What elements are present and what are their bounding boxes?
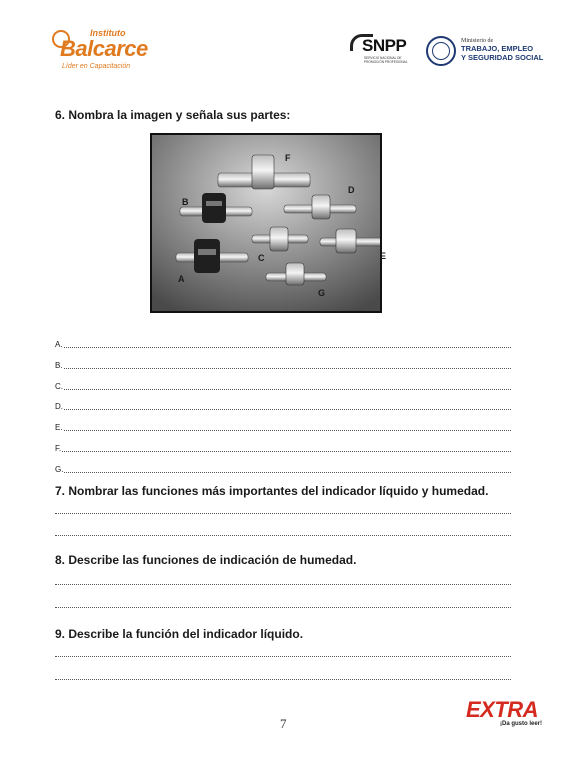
ministry-logo: Ministerio de TRABAJO, EMPLEO Y SEGURIDAD SOCIAL: [461, 38, 544, 62]
question-9-title: 9. Describe la función del indicador líquido.: [55, 627, 304, 641]
photo-label-e: E: [380, 251, 387, 261]
answer-line-q9-2[interactable]: [55, 679, 511, 680]
government-seal-icon: [426, 36, 456, 66]
page-number: 7: [280, 716, 287, 731]
question-7-title: 7. Nombrar las funciones más importantes del indicador líquido y humedad.: [55, 484, 489, 498]
balcarce-logo: Instituto Balcarce Líder en Capacitación: [52, 28, 152, 76]
photo-label-d: D: [348, 185, 355, 195]
answer-line-f[interactable]: F.: [55, 441, 511, 453]
photo-label-g: G: [318, 288, 326, 298]
answer-line-q9-1[interactable]: [55, 656, 511, 657]
photo-label-f: F: [285, 153, 291, 163]
answer-line-q8-2[interactable]: [55, 607, 511, 608]
question-8-title: 8. Describe las funciones de indicación de humedad.: [55, 553, 357, 567]
photo-label-a: A: [178, 274, 185, 284]
sight-glass-illustration: [152, 135, 380, 311]
answer-line-q7-2[interactable]: [55, 535, 511, 536]
question-6-title: 6. Nombra la imagen y señala sus partes:: [55, 108, 291, 122]
answer-line-b[interactable]: B.: [55, 358, 511, 370]
photo-label-b: B: [182, 197, 189, 207]
answer-line-a[interactable]: A.: [55, 337, 511, 349]
sight-glass-photo: [150, 133, 387, 313]
answer-line-d[interactable]: D.: [55, 399, 511, 411]
answer-line-q8-1[interactable]: [55, 584, 511, 585]
snpp-logo: SNPP SERVICIO NACIONAL DE PROMOCIÓN PROFESIONAL: [350, 34, 410, 70]
answer-line-g[interactable]: G.: [55, 462, 511, 474]
answer-line-q7-1[interactable]: [55, 513, 511, 514]
answer-line-e[interactable]: E.: [55, 420, 511, 432]
answer-line-c[interactable]: C.: [55, 379, 511, 391]
extra-logo: EXTRA ¡Da gusto leer!: [466, 697, 543, 727]
photo-label-c: C: [258, 253, 265, 263]
